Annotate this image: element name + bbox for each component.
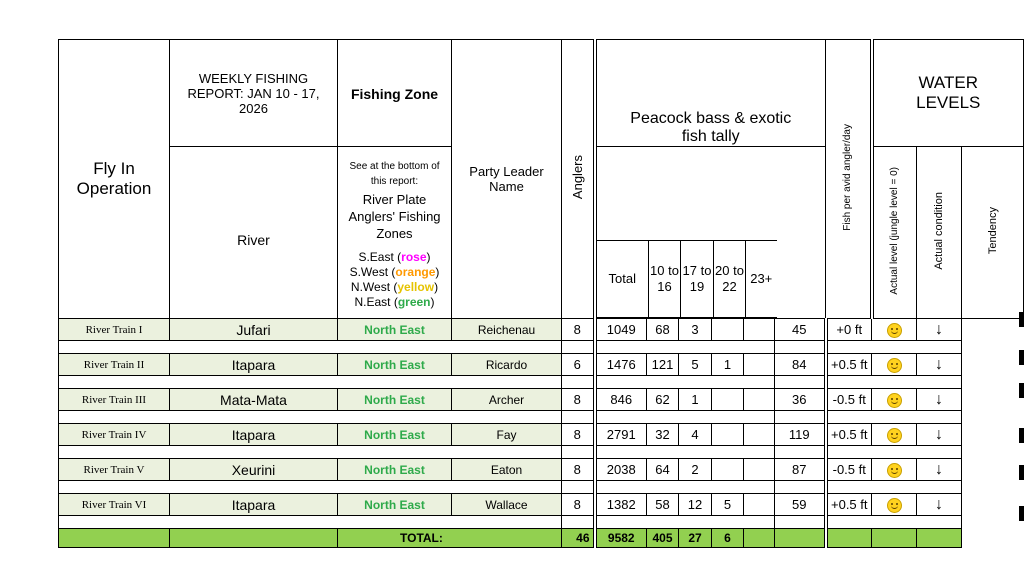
fishing-report-table: [58, 39, 1024, 548]
cell-tendency: [917, 424, 962, 446]
cell-river: Mata-Mata: [170, 389, 338, 411]
table-row: [59, 494, 1024, 516]
report-rows: [59, 319, 1024, 529]
table-row: [59, 424, 1024, 446]
table-row: [59, 319, 1024, 341]
cell-total: 1382: [595, 494, 647, 516]
cell-condition: [872, 494, 917, 516]
cell-fpd: 84: [775, 354, 826, 376]
total-cell-empty: [59, 529, 170, 548]
bucket-10-16-header: 10 to 16: [649, 240, 681, 318]
cell-river: Jufari: [170, 319, 338, 341]
edge-mark: [1019, 465, 1024, 480]
cell-condition: [872, 424, 917, 446]
weekly-report-title: WEEKLY FISHING REPORT: JAN 10 - 17, 2026: [170, 40, 338, 147]
cell-b2: 3: [679, 319, 712, 341]
zone-key: S.East (rose): [358, 250, 431, 264]
actual-condition-header: Actual condition: [917, 147, 962, 319]
cell-level: +0 ft: [826, 319, 872, 341]
zone-title: River Plate Anglers' Fishing Zones: [348, 192, 441, 241]
cell-b4: [744, 354, 775, 376]
total-row: [59, 529, 1024, 548]
cell-fpd: 119: [775, 424, 826, 446]
cell-b3: [712, 389, 744, 411]
cell-zone: North East: [338, 319, 452, 341]
fish-per-angler-header: Fish per avid angler/day: [826, 40, 872, 319]
zone-note: See at the bottom of this report:: [349, 161, 440, 187]
cell-b1: 121: [647, 354, 679, 376]
cell-b1: 62: [647, 389, 679, 411]
cell-leader: Fay: [452, 424, 562, 446]
total-b1: 405: [647, 529, 679, 548]
cell-b4: [744, 424, 775, 446]
edge-mark: [1019, 350, 1024, 365]
smiley-icon: [887, 358, 902, 373]
cell-tendency: [917, 494, 962, 516]
cell-train: River Train II: [59, 354, 170, 376]
cell-train: River Train IV: [59, 424, 170, 446]
edge-mark: [1019, 506, 1024, 521]
actual-level-header: Actual level (jungle level = 0): [872, 147, 917, 319]
cell-b2: 4: [679, 424, 712, 446]
cell-tendency: [917, 319, 962, 341]
fishing-zone-header: Fishing Zone: [338, 40, 452, 147]
cell-fpd: 45: [775, 319, 826, 341]
cell-level: +0.5 ft: [826, 424, 872, 446]
smiley-icon: [887, 323, 902, 338]
smiley-icon: [887, 393, 902, 408]
cell-b1: 32: [647, 424, 679, 446]
zone-key: N.East (green): [354, 295, 435, 309]
total-tendency: [917, 529, 962, 548]
cell-b1: 64: [647, 459, 679, 481]
cell-anglers: 8: [562, 494, 595, 516]
cell-tendency: [917, 354, 962, 376]
total-col-header: Total: [597, 240, 649, 318]
cell-tendency: [917, 459, 962, 481]
down-arrow-icon: ↓: [935, 355, 943, 373]
cell-river: Xeurini: [170, 459, 338, 481]
zone-key: N.West (yellow): [350, 280, 439, 294]
spacer-row: [59, 411, 1024, 424]
cell-train: River Train III: [59, 389, 170, 411]
cell-fpd: 59: [775, 494, 826, 516]
total-fish: 9582: [595, 529, 647, 548]
cell-b3: [712, 319, 744, 341]
table-row: [59, 354, 1024, 376]
cell-level: -0.5 ft: [826, 459, 872, 481]
total-cell-empty: [170, 529, 338, 548]
down-arrow-icon: ↓: [935, 320, 943, 338]
cell-anglers: 8: [562, 389, 595, 411]
cell-total: 846: [595, 389, 647, 411]
cell-river: Itapara: [170, 354, 338, 376]
cell-train: River Train I: [59, 319, 170, 341]
bucket-17-19-header: 17 to 19: [681, 240, 714, 318]
cell-b4: [744, 319, 775, 341]
cell-train: River Train V: [59, 459, 170, 481]
edge-mark: [1019, 312, 1024, 327]
cell-level: +0.5 ft: [826, 354, 872, 376]
down-arrow-icon: ↓: [935, 390, 943, 408]
cell-fpd: 87: [775, 459, 826, 481]
cell-b2: 1: [679, 389, 712, 411]
total-b4: [744, 529, 775, 548]
smiley-icon: [887, 498, 902, 513]
table-row: [59, 459, 1024, 481]
cell-b3: 1: [712, 354, 744, 376]
zone-key: S.West (orange): [349, 265, 440, 279]
cell-b4: [744, 459, 775, 481]
total-level: [826, 529, 872, 548]
edge-mark: [1019, 383, 1024, 398]
cell-b4: [744, 494, 775, 516]
tally-header: Peacock bass & exotic fish tally: [595, 40, 826, 147]
cell-train: River Train VI: [59, 494, 170, 516]
cell-condition: [872, 354, 917, 376]
cell-leader: Reichenau: [452, 319, 562, 341]
cell-anglers: 8: [562, 319, 595, 341]
down-arrow-icon: ↓: [935, 495, 943, 513]
cell-b2: 5: [679, 354, 712, 376]
cell-leader: Wallace: [452, 494, 562, 516]
cell-b4: [744, 389, 775, 411]
down-arrow-icon: ↓: [935, 425, 943, 443]
cell-level: +0.5 ft: [826, 494, 872, 516]
cell-condition: [872, 319, 917, 341]
total-condition: [872, 529, 917, 548]
smiley-icon: [887, 463, 902, 478]
table-row: [59, 389, 1024, 411]
cell-zone: North East: [338, 459, 452, 481]
fly-in-header: Fly In Operation: [59, 40, 170, 319]
cell-b2: 12: [679, 494, 712, 516]
party-leader-header: Party Leader Name: [452, 40, 562, 319]
cell-condition: [872, 459, 917, 481]
cell-total: 2038: [595, 459, 647, 481]
cell-leader: Ricardo: [452, 354, 562, 376]
cell-fpd: 36: [775, 389, 826, 411]
spacer-row: [59, 446, 1024, 459]
cell-total: 1049: [595, 319, 647, 341]
edge-mark: [1019, 428, 1024, 443]
down-arrow-icon: ↓: [935, 460, 943, 478]
cell-level: -0.5 ft: [826, 389, 872, 411]
cell-b1: 58: [647, 494, 679, 516]
zone-legend: [338, 147, 452, 319]
smiley-icon: [887, 428, 902, 443]
cell-zone: North East: [338, 494, 452, 516]
cell-leader: Eaton: [452, 459, 562, 481]
bucket-20-22-header: 20 to 22: [714, 240, 746, 318]
cell-zone: North East: [338, 389, 452, 411]
spacer-row: [59, 376, 1024, 389]
spacer-row: [59, 516, 1024, 529]
total-b3: 6: [712, 529, 744, 548]
cell-total: 2791: [595, 424, 647, 446]
cell-zone: North East: [338, 354, 452, 376]
cell-b3: [712, 459, 744, 481]
cell-anglers: 8: [562, 459, 595, 481]
cell-b3: [712, 424, 744, 446]
tally-subheader: [595, 147, 826, 319]
spacer-row: [59, 341, 1024, 354]
bucket-23-plus-header: 23+: [746, 240, 777, 318]
tendency-header: Tendency: [962, 147, 1024, 319]
total-label: TOTAL:: [338, 529, 562, 548]
cell-leader: Archer: [452, 389, 562, 411]
cell-condition: [872, 389, 917, 411]
cell-anglers: 6: [562, 354, 595, 376]
cell-river: Itapara: [170, 424, 338, 446]
cell-zone: North East: [338, 424, 452, 446]
total-b2: 27: [679, 529, 712, 548]
cell-tendency: [917, 389, 962, 411]
water-levels-header: WATER LEVELS: [872, 40, 1024, 147]
cell-b2: 2: [679, 459, 712, 481]
cell-river: Itapara: [170, 494, 338, 516]
cell-anglers: 8: [562, 424, 595, 446]
total-anglers: 46: [562, 529, 595, 548]
cell-b1: 68: [647, 319, 679, 341]
anglers-header: Anglers: [562, 40, 595, 319]
cell-b3: 5: [712, 494, 744, 516]
spacer-row: [59, 481, 1024, 494]
river-header: River: [170, 147, 338, 319]
zone-key-list: [338, 250, 451, 310]
cell-total: 1476: [595, 354, 647, 376]
total-fpd: [775, 529, 826, 548]
